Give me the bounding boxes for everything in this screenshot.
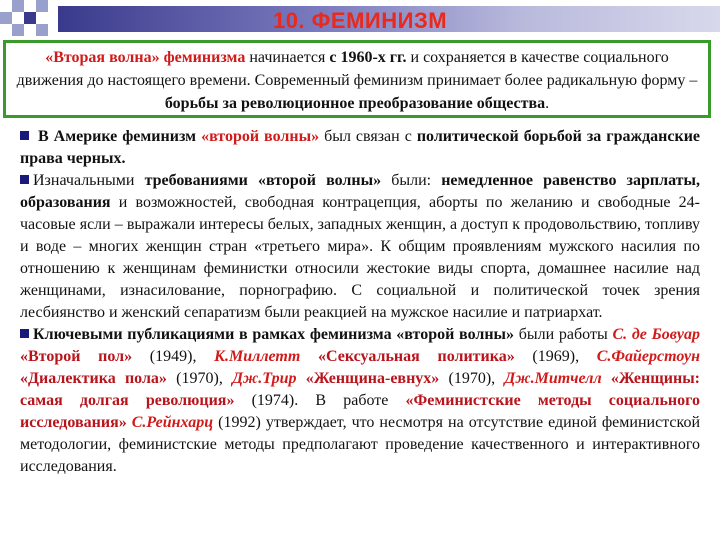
author: С.Рейнхарц xyxy=(126,414,214,431)
paragraph-publications xyxy=(20,324,700,478)
square-bullet-icon xyxy=(20,175,29,184)
work-title: «Феминистские методы социального исследования» xyxy=(20,392,701,431)
author: Дж.Митчелл xyxy=(504,370,602,387)
text: и возможностей, свободная контрацепция, аборты по желанию и свободные 24-часовые ясли – выражали интересы белых, западных женщин, а доступ к продовольствию, топливу и воде – многих женщин стран «третьего мира». К общим проявлениям мужского насилия по отношению к женщинам феминистки относили жестокие виды спорта, домашнее насилие над женщинами, изнасилование, порнографию. С социальной и политической точек зрения лесбиянство и женский сепаратизм были реакцией на мужское насилие и патриархат. xyxy=(20,194,700,321)
square-bullet-icon xyxy=(20,131,29,140)
intro-emphasis: борьбы за революционное преобразование общества xyxy=(164,95,546,112)
intro-text: начинается xyxy=(245,49,330,66)
page-title: 10. ФЕМИНИЗМ xyxy=(272,8,448,33)
emphasis: политической борьбой за гражданские права черных. xyxy=(20,128,701,167)
text: был связан с xyxy=(319,128,417,145)
text: Изначальными xyxy=(33,172,145,189)
text: были работы xyxy=(514,326,613,343)
text: (1969), xyxy=(514,348,597,365)
paragraph-demands xyxy=(20,170,700,324)
text: (1949), xyxy=(132,348,215,365)
text: (1974). В работе xyxy=(234,392,406,409)
intro-text: и сохраняется в качестве социального движения до настоящего времени. Современный феминизм принимает более радикальную форму – xyxy=(16,49,698,89)
work-title: «Диалектика пола» xyxy=(20,370,167,387)
paragraph-america xyxy=(20,126,700,170)
text: (1970), xyxy=(439,370,505,387)
author: С. де Бовуар xyxy=(612,326,701,343)
author: С.Файерстоун xyxy=(596,348,701,365)
author: Дж.Трир xyxy=(232,370,297,387)
work-title: «Сексуальная политика» xyxy=(300,348,515,365)
intro-term: «Вторая волна» феминизма xyxy=(45,49,246,66)
author: К.Миллетт xyxy=(214,348,301,365)
work-title: «Женщины: самая долгая революция» xyxy=(20,370,701,409)
text: В Америке феминизм xyxy=(33,128,202,145)
emphasis: Ключевыми публикациями в рамках феминизма «второй волны» xyxy=(33,326,515,343)
intro-text: . xyxy=(545,95,550,112)
square-bullet-icon xyxy=(20,329,29,338)
main-text xyxy=(20,126,700,478)
emphasis: требованиями «второй волны» xyxy=(144,172,382,189)
text: были: xyxy=(381,172,442,189)
intro-box xyxy=(3,40,711,118)
text: (1992) утверждает, что несмотря на отсутствие единой феминистской методологии, феминистские методы предполагают проведение качественного и интерактивного исследования. xyxy=(20,414,701,475)
term: «второй волны» xyxy=(201,128,320,145)
emphasis: немедленное равенство зарплаты, образования xyxy=(20,172,701,211)
work-title: «Женщина-евнух» xyxy=(296,370,440,387)
work-title: «Второй пол» xyxy=(20,348,133,365)
text: (1970), xyxy=(166,370,233,387)
intro-date: с 1960-х гг. xyxy=(329,49,407,66)
